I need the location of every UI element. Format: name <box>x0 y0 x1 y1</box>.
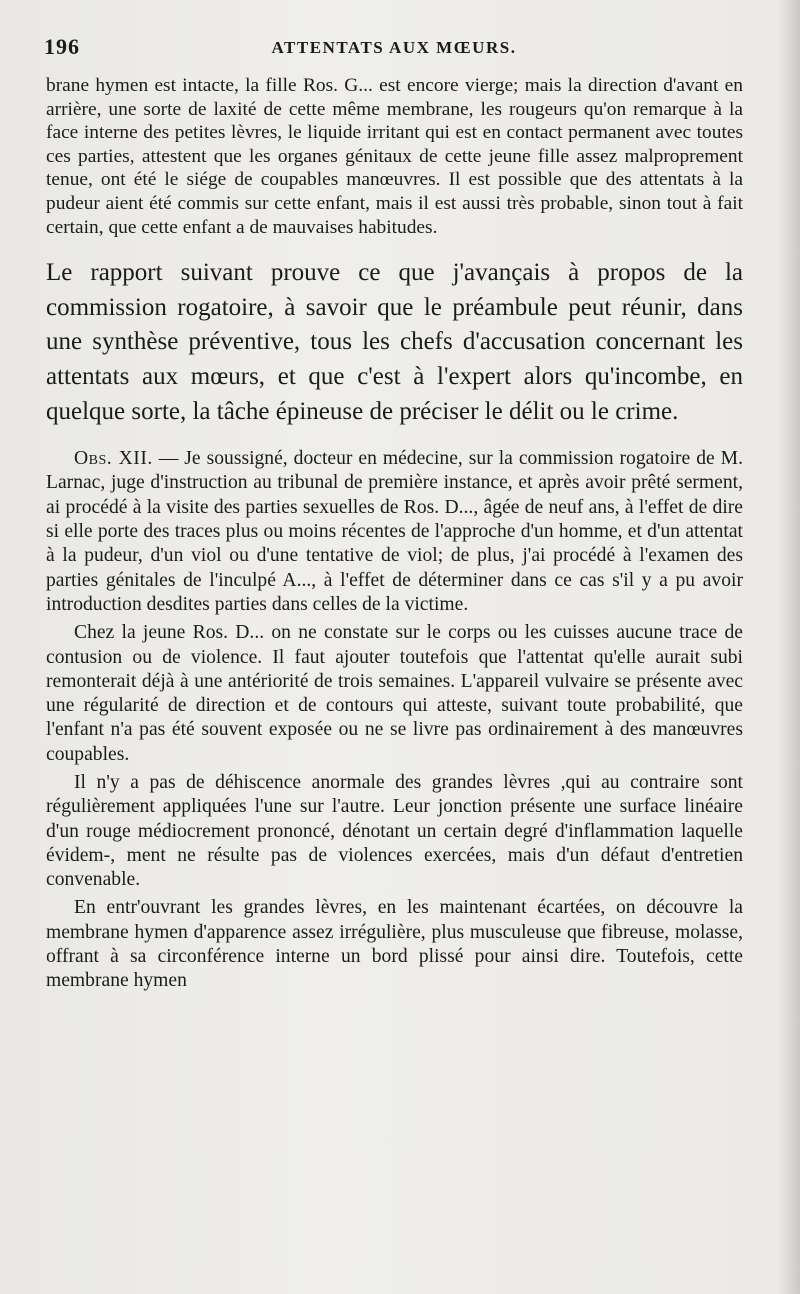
observation-text-1: — Je soussigné, docteur en médecine, sur la commission rogatoire de M. Larnac, juge d'instruction au tribunal de première instance, et après avoir prêté serment, ai procédé à la visite des parties sexuelles de Ros. D..., âgée de neuf ans, à l'effet de dire si elle porte des traces plus ou moins récentes de l'approche d'un homme, et d'un attentat à la pudeur, d'un viol ou d'une tentative de viol; de plus, j'ai procédé à l'examen des parties génitales de l'inculpé A..., à l'effet de déterminer dans ce cas s'il y a pu avoir introduction desdites parties dans celles de la victime. <box>46 448 743 615</box>
observation-block <box>46 447 743 994</box>
continuation-block <box>46 74 743 239</box>
intro-paragraph: Le rapport suivant prouve ce que j'avançais à propos de la commission rogatoire, à savoir que le préambule peut réunir, dans une synthèse préventive, tous les chefs d'accusation concernant les attentats aux mœurs, et que c'est à l'expert alors qu'incombe, en quelque sorte, la tâche épineuse de préciser le délit ou le crime. <box>46 259 743 425</box>
observation-label: Obs. XII. <box>74 448 153 470</box>
observation-paragraph-3: Il n'y a pas de déhiscence anormale des grandes lèvres ,qui au contraire sont régulièrement appliquées l'une sur l'autre. Leur jonction présente une surface linéaire d'un rouge médiocrement prononcé, dénotant un certain degré d'inflammation laquelle évidem-, ment ne résulte pas de violences exercées, mais d'un défaut d'entretien convenable. <box>46 771 743 891</box>
page-header <box>44 34 744 64</box>
intro-block <box>46 256 743 429</box>
observation-paragraph-1 <box>46 447 743 617</box>
running-title: ATTENTATS AUX MŒURS. <box>271 38 517 57</box>
page-body <box>46 74 743 994</box>
observation-paragraph-2: Chez la jeune Ros. D... on ne constate sur le corps ou les cuisses aucune trace de contusion ou de violence. Il faut ajouter toutefois que l'attentat qu'elle aurait subi remonterait déjà à une antériorité de trois semaines. L'appareil vulvaire se présente avec une régularité de direction et de contours qui atteste, suivant toute probabilité, que l'enfant n'a pas été souvent exposée ou ne se livre pas ordinairement à des manœuvres coupables. <box>46 622 743 765</box>
continuation-paragraph: brane hymen est intacte, la fille Ros. G... est encore vierge; mais la direction d'avant en arrière, une sorte de laxité de cette même membrane, les rougeurs qu'on remarque à la face interne des petites lèvres, le liquide irritant qui est en contact permanent avec toutes ces parties, attestent que les organes génitaux de cette jeune fille assez malproprement tenue, ont été le siége de coupables manœuvres. Il est possible que des attentats à la pudeur aient été commis sur cette enfant, mais il est aussi très probable, sinon tout à fait certain, que cette enfant a de mauvaises habitudes. <box>46 75 743 238</box>
page-binding-shadow <box>778 0 800 1294</box>
page-number: 196 <box>44 34 80 59</box>
observation-paragraph-4: En entr'ouvrant les grandes lèvres, en les maintenant écartées, on découvre la membrane hymen d'apparence assez irrégulière, plus musculeuse que fibreuse, molasse, offrant à sa circonférence interne un bord plissé pour ainsi dire. Toutefois, cette membrane hymen <box>46 897 743 992</box>
